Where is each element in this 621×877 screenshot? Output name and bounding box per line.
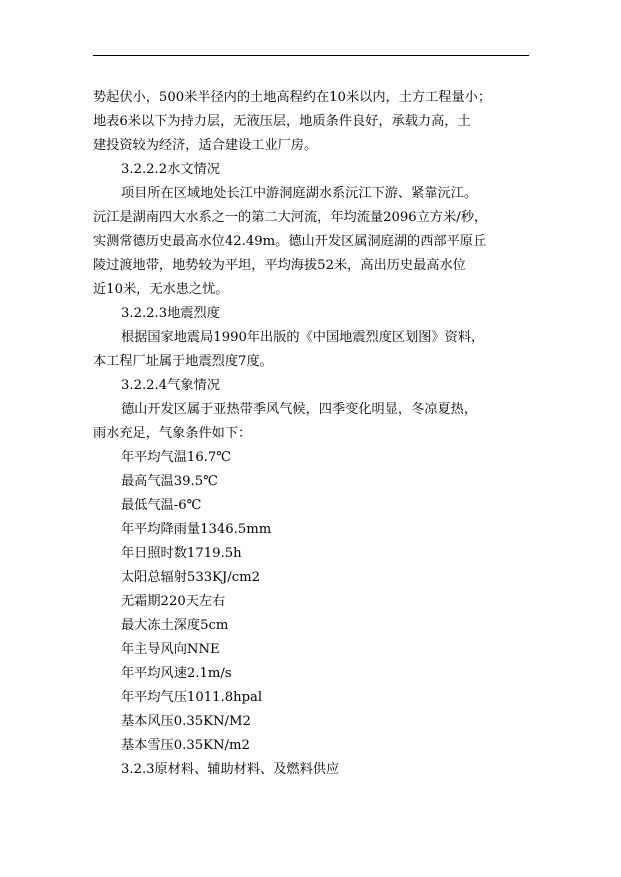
paragraph-line: 势起伏小，500米半径内的土地高程约在10米以内，土方工程量小；	[93, 90, 492, 105]
climate-item: 年平均风速2.1m/s	[121, 666, 232, 681]
climate-item: 最大冻土深度5cm	[121, 618, 229, 633]
section-heading-3-2-2-2: 3.2.2.2水文情况	[121, 162, 220, 177]
paragraph-line: 沅江是湖南四大水系之一的第二大河流，年均流量2096立方米/秒，	[93, 210, 488, 225]
paragraph-line: 地表6米以下为持力层，无液压层，地质条件良好，承载力高，土	[93, 114, 471, 129]
climate-item: 最高气温39.5℃	[121, 474, 218, 489]
climate-item: 年平均气温16.7℃	[121, 450, 232, 465]
paragraph-line: 实测常德历史最高水位42.49m。德山开发区属洞庭湖的西部平原丘	[93, 234, 487, 249]
climate-item: 基本雪压0.35KN/m2	[121, 738, 250, 753]
paragraph-line: 雨水充足，气象条件如下：	[93, 426, 252, 441]
climate-item: 年主导风向NNE	[121, 642, 220, 657]
section-heading-3-2-2-3: 3.2.2.3地震烈度	[121, 306, 220, 321]
climate-item: 无霜期220天左右	[121, 594, 226, 609]
paragraph-line: 项目所在区域地处长江中游洞庭湖水系沅江下游、紧靠沅江。	[121, 186, 478, 201]
paragraph-line: 根据国家地震局1990年出版的《中国地震烈度区划图》资料，	[121, 330, 485, 345]
climate-item: 年平均降雨量1346.5mm	[121, 522, 272, 537]
paragraph-line: 建投资较为经济，适合建设工业厂房。	[93, 138, 318, 153]
paragraph-line: 德山开发区属于亚热带季风气候，四季变化明显，冬凉夏热，	[121, 402, 478, 417]
climate-item: 最低气温-6℃	[121, 498, 202, 513]
section-heading-3-2-3: 3.2.3原材料、辅助材料、及燃料供应	[121, 762, 340, 777]
climate-item: 基本风压0.35KN/M2	[121, 714, 251, 729]
header-rule	[93, 55, 529, 56]
paragraph-line: 陵过渡地带，地势较为平坦，平均海拔52米，高出历史最高水位	[93, 258, 466, 273]
section-heading-3-2-2-4: 3.2.2.4气象情况	[121, 378, 220, 393]
paragraph-line: 本工程厂址属于地震烈度7度。	[93, 354, 273, 369]
climate-item: 年平均气压1011.8hpal	[121, 690, 263, 705]
climate-item: 太阳总辐射533KJ/cm2	[121, 570, 260, 585]
paragraph-line: 近10米，无水患之忧。	[93, 282, 229, 297]
climate-item: 年日照时数1719.5h	[121, 546, 242, 561]
